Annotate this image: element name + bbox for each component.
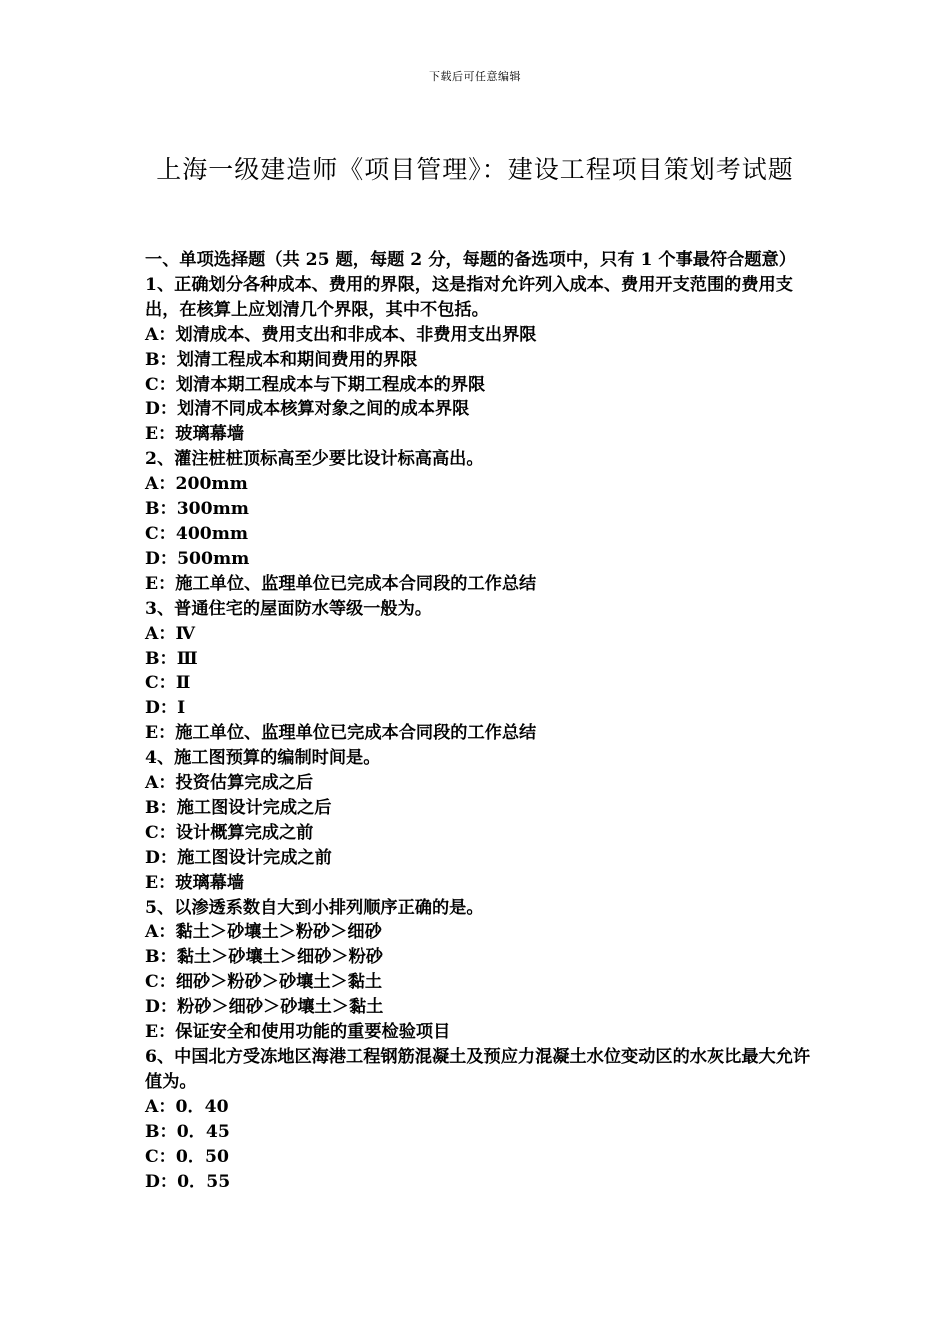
option-d: D：粉砂＞细砂＞砂壤土＞黏土 <box>145 997 384 1018</box>
question-3 <box>145 597 815 746</box>
option-c: C：划清本期工程成本与下期工程成本的界限 <box>145 374 486 395</box>
option-b: B：施工图设计完成之后 <box>145 797 332 818</box>
document-body <box>145 248 815 1194</box>
question-stem: 3、普通住宅的屋面防水等级一般为。 <box>145 598 432 619</box>
option-e: E：保证安全和使用功能的重要检验项目 <box>145 1022 451 1043</box>
option-d: D：Ⅰ <box>145 698 186 719</box>
option-d: D：划清不同成本核算对象之间的成本界限 <box>145 399 470 420</box>
option-e: E：施工单位、监理单位已完成本合同段的工作总结 <box>145 573 537 594</box>
option-a: A：划清成本、费用支出和非成本、非费用支出界限 <box>145 324 537 345</box>
option-a: A：黏土＞砂壤土＞粉砂＞细砂 <box>145 922 382 943</box>
option-b: B：划清工程成本和期间费用的界限 <box>145 349 418 370</box>
question-1 <box>145 273 815 447</box>
question-6 <box>145 1045 815 1194</box>
option-c: C：400mm <box>145 523 249 544</box>
option-b: B：300mm <box>145 499 249 520</box>
document-title: 上海一级建造师《项目管理》：建设工程项目策划考试题 <box>156 155 794 184</box>
question-stem: 1、正确划分各种成本、费用的界限，这是指对允许列入成本、费用开支范围的费用支出，在核算上应划清几个界限，其中不包括。 <box>145 274 793 320</box>
option-b: B：黏土＞砂壤土＞细砂＞粉砂 <box>145 947 383 968</box>
question-stem: 2、灌注桩桩顶标高至少要比设计标高高出。 <box>145 449 484 470</box>
option-c: C：Ⅱ <box>145 673 191 694</box>
option-b: B：Ⅲ <box>145 648 198 669</box>
option-e: E：施工单位、监理单位已完成本合同段的工作总结 <box>145 723 537 744</box>
question-stem: 5、以渗透系数自大到小排列顺序正确的是。 <box>145 897 484 918</box>
question-2 <box>145 447 815 596</box>
option-c: C：设计概算完成之前 <box>145 822 314 843</box>
option-c: C：0．50 <box>145 1146 229 1167</box>
option-a: A：200mm <box>145 474 248 495</box>
option-e: E：玻璃幕墙 <box>145 872 245 893</box>
option-a: A：Ⅳ <box>145 623 196 644</box>
question-stem: 6、中国北方受冻地区海港工程钢筋混凝土及预应力混凝土水位变动区的水灰比最大允许值为。 <box>145 1047 811 1092</box>
option-d: D：500mm <box>145 548 250 569</box>
question-5 <box>145 896 815 1045</box>
header-note: 下载后可任意编辑 <box>429 70 521 83</box>
option-a: A：0．40 <box>145 1096 229 1117</box>
question-4 <box>145 746 815 895</box>
section-heading: 一、单项选择题（共 25 题，每题 2 分，每题的备选项中，只有 1 个事最符合题意） <box>145 250 796 270</box>
option-e: E：玻璃幕墙 <box>145 424 245 445</box>
option-b: B：0．45 <box>145 1121 230 1142</box>
option-d: D：0．55 <box>145 1171 231 1192</box>
option-a: A：投资估算完成之后 <box>145 773 314 794</box>
question-stem: 4、施工图预算的编制时间是。 <box>145 748 381 769</box>
option-c: C：细砂＞粉砂＞砂壤土＞黏土 <box>145 972 383 993</box>
option-d: D：施工图设计完成之前 <box>145 847 332 868</box>
